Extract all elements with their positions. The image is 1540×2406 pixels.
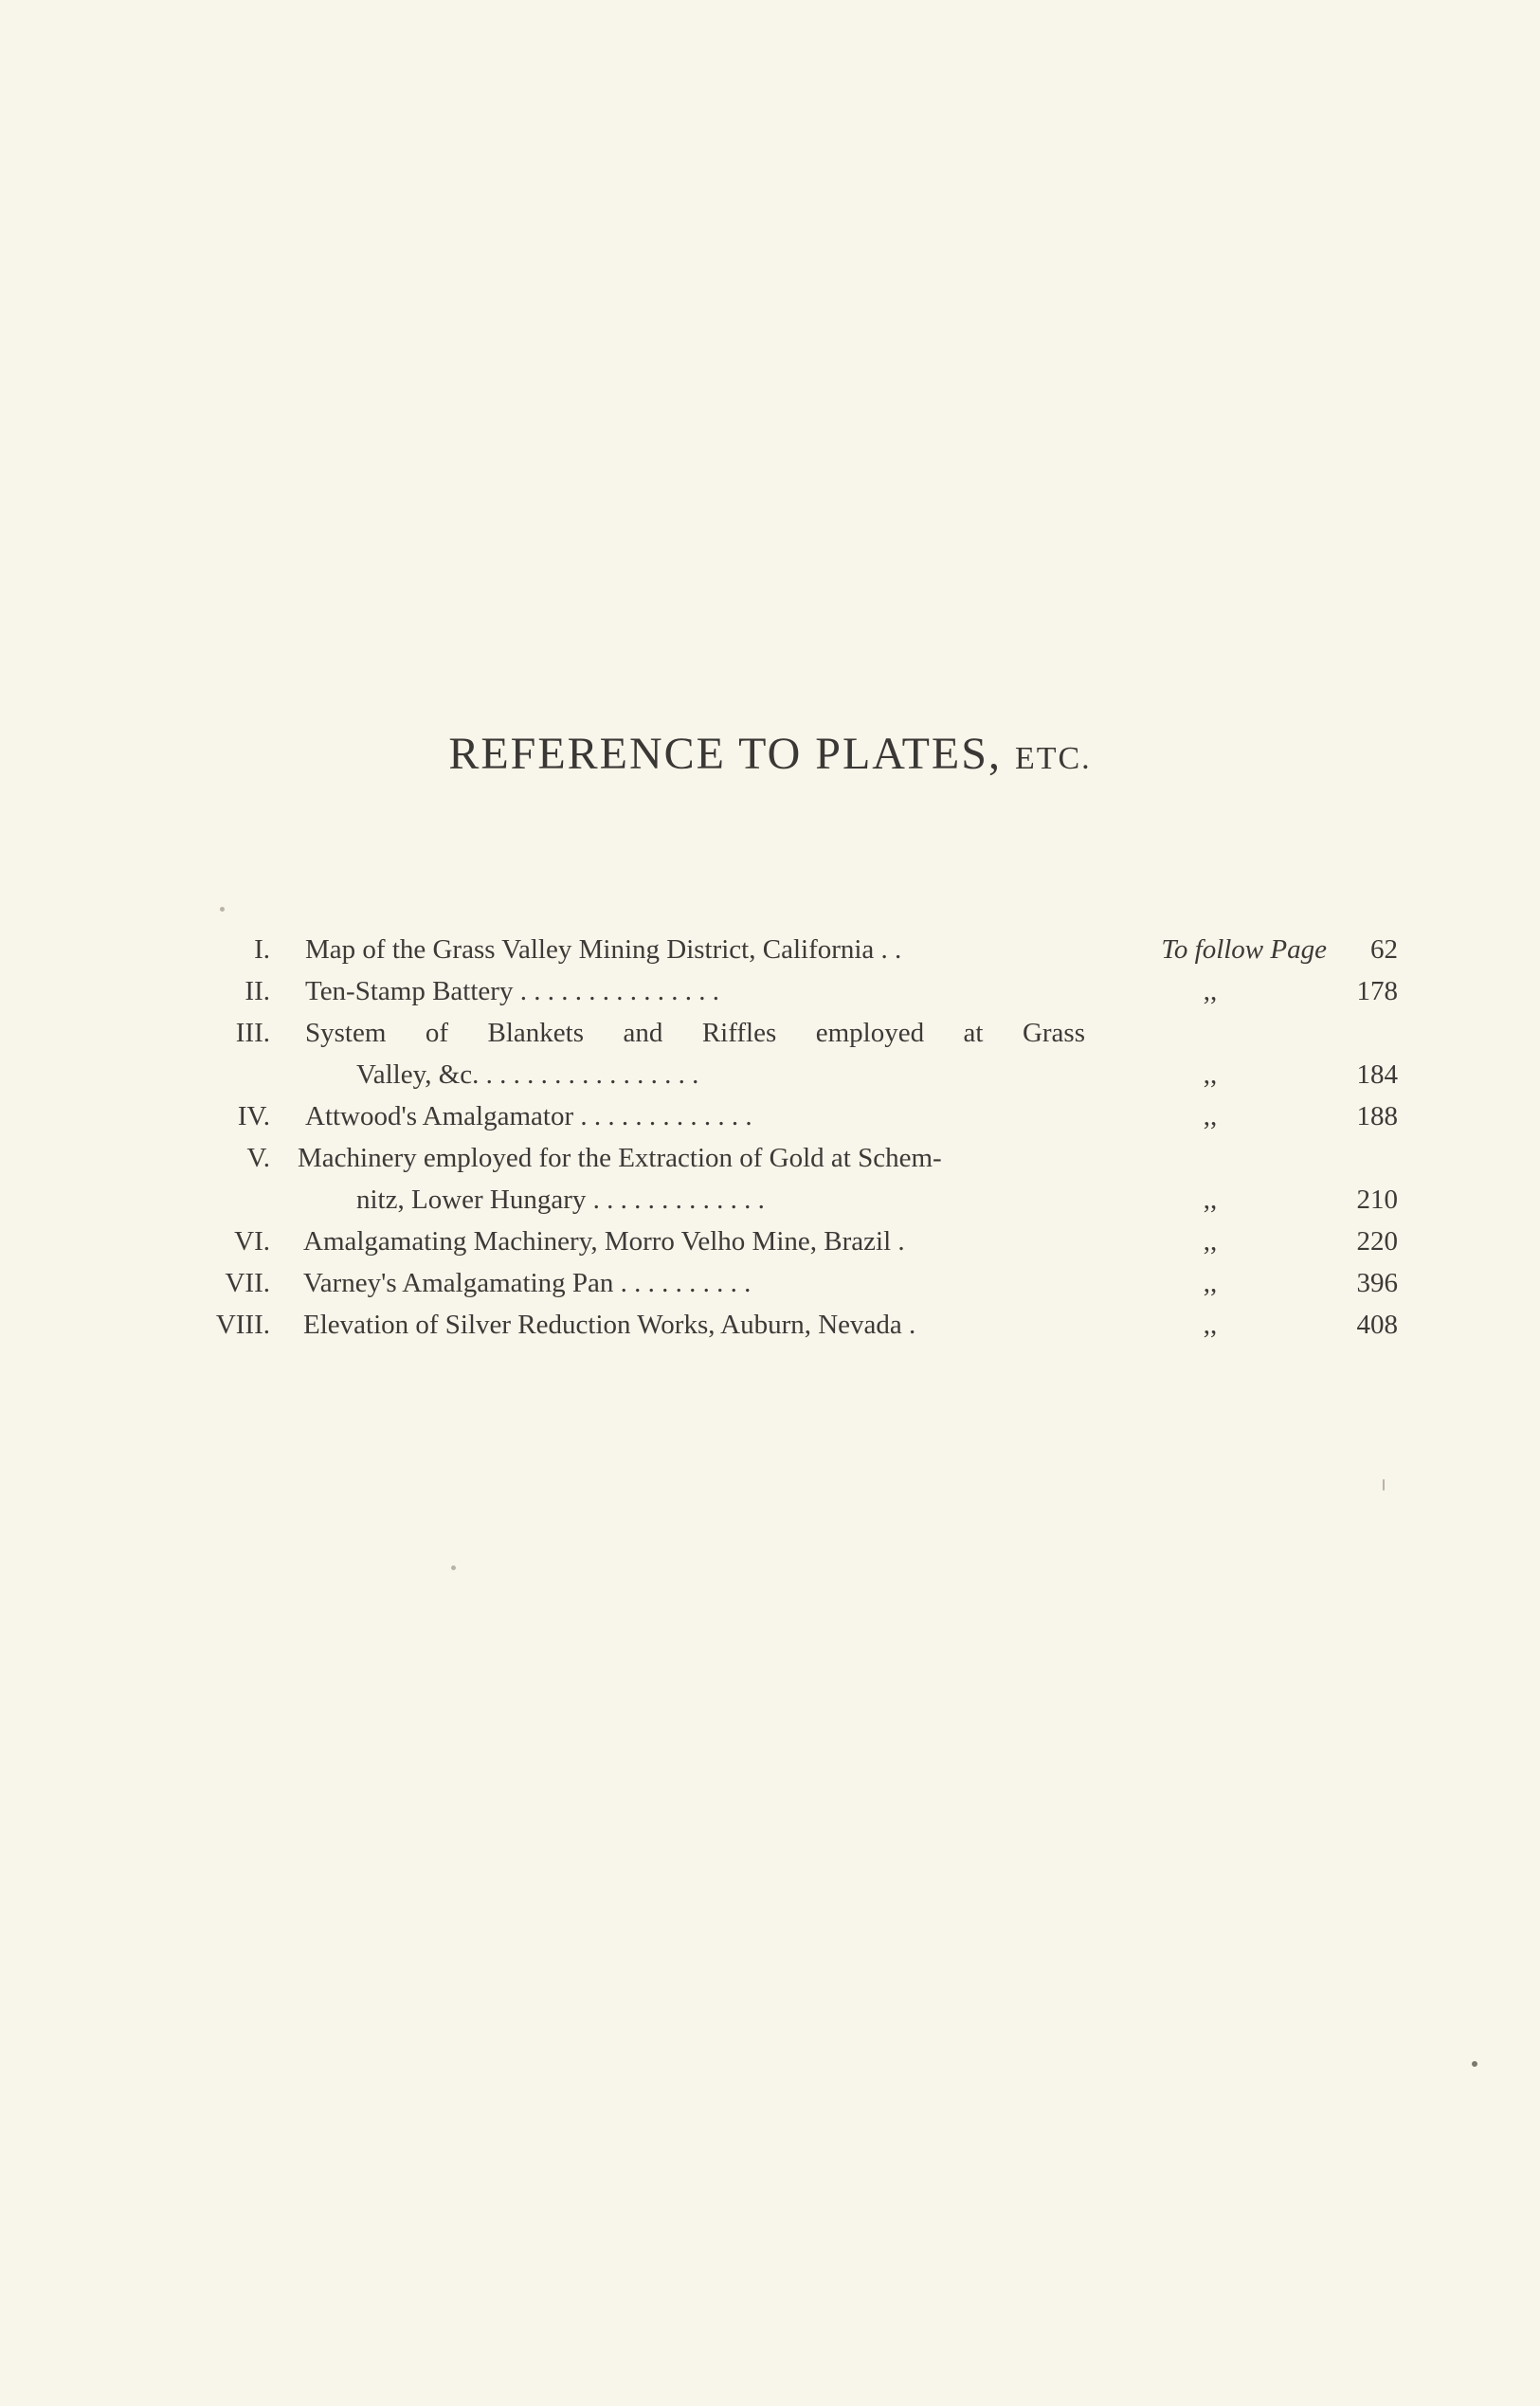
plate-page-number: 62: [1370, 934, 1398, 965]
page-title-main: REFERENCE TO PLATES,: [448, 729, 1002, 779]
plate-description: Varney's Amalgamating Pan . . . . . . . . . .: [303, 1268, 752, 1298]
ditto-mark: ,,: [1203, 1310, 1218, 1340]
plate-page-number: 220: [1356, 1226, 1398, 1257]
ditto-mark: ,,: [1203, 976, 1218, 1006]
ditto-mark: ,,: [1203, 1101, 1218, 1131]
plate-page-number: 396: [1356, 1268, 1398, 1298]
ditto-mark: ,,: [1203, 1268, 1218, 1298]
plate-numeral: VII.: [225, 1268, 270, 1298]
plate-numeral: I.: [254, 934, 270, 965]
plate-page-number: 210: [1356, 1185, 1398, 1215]
paper-speck: [1383, 1479, 1385, 1491]
plate-description: Elevation of Silver Reduction Works, Auburn, Nevada .: [303, 1310, 916, 1340]
plate-description: Map of the Grass Valley Mining District, California . .: [305, 934, 902, 965]
plate-numeral: V.: [246, 1143, 270, 1173]
plate-numeral: VI.: [234, 1226, 270, 1257]
plate-description: Machinery employed for the Extraction of Gold at Schem-: [298, 1143, 942, 1173]
plate-description-continued: nitz, Lower Hungary . . . . . . . . . . . . .: [356, 1185, 765, 1215]
plate-description: Amalgamating Machinery, Morro Velho Mine, Brazil .: [303, 1226, 905, 1257]
plate-page-number: 178: [1356, 976, 1398, 1006]
paper-speck: [220, 907, 225, 912]
plate-description-continued: Valley, &c. . . . . . . . . . . . . . . . .: [356, 1059, 699, 1090]
plate-page-number: 408: [1356, 1310, 1398, 1340]
plate-description: System of Blankets and Riffles employed at Grass: [305, 1018, 1085, 1048]
plate-page-number: 184: [1356, 1059, 1398, 1090]
paper-speck: [451, 1565, 456, 1570]
plate-numeral: IV.: [237, 1101, 270, 1131]
plate-numeral: III.: [235, 1018, 270, 1048]
ditto-mark: ,,: [1203, 1226, 1218, 1257]
plate-numeral: VIII.: [215, 1310, 270, 1340]
plate-numeral: II.: [245, 976, 270, 1006]
ditto-mark: ,,: [1203, 1185, 1218, 1215]
plate-page-number: 188: [1356, 1101, 1398, 1131]
plate-description: Attwood's Amalgamator . . . . . . . . . . . . .: [305, 1101, 752, 1131]
plate-description: Ten-Stamp Battery . . . . . . . . . . . . . . .: [305, 976, 719, 1006]
ditto-mark: ,,: [1203, 1059, 1218, 1090]
page-title-suffix: ETC.: [1014, 741, 1092, 776]
paper-speck: [1472, 2061, 1477, 2067]
to-follow-page-label: To follow Page: [1161, 934, 1327, 965]
